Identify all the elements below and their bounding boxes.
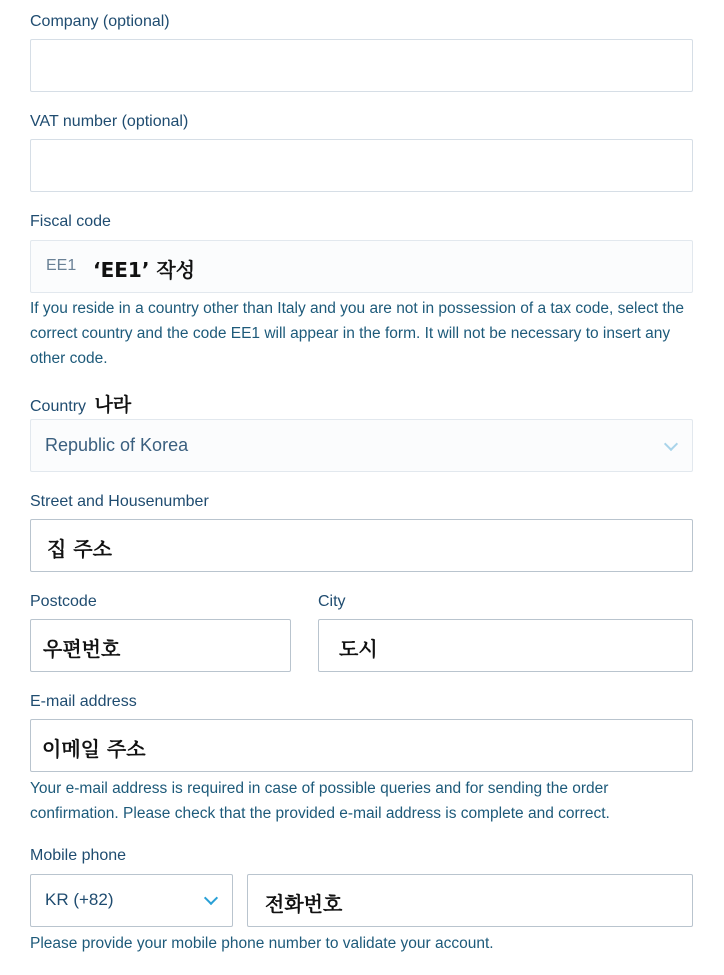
- mobile-phone-label: Mobile phone: [30, 847, 127, 864]
- email-annotation: 이메일 주소: [42, 737, 146, 761]
- country-select[interactable]: [30, 419, 693, 472]
- chevron-down-icon: [664, 437, 678, 451]
- postcode-annotation: 우편번호: [43, 637, 121, 661]
- postcode-input[interactable]: [30, 619, 291, 672]
- street-annotation: 집 주소: [47, 537, 112, 561]
- fiscal-code-input[interactable]: [30, 240, 693, 293]
- street-input[interactable]: [30, 519, 693, 572]
- email-label: E-mail address: [30, 693, 137, 710]
- city-input[interactable]: [318, 619, 693, 672]
- fiscal-code-prefix: EE1: [46, 257, 77, 274]
- phone-number-annotation: 전화번호: [265, 892, 343, 916]
- fiscal-code-help: If you reside in a country other than Italy and you are not in possession of a tax code, select the correct country and the code EE1 will appear in the form. It will not be necessary to insert any other code.: [30, 300, 684, 367]
- email-input[interactable]: [30, 719, 693, 772]
- company-input[interactable]: [30, 39, 693, 92]
- vat-input[interactable]: [30, 139, 693, 192]
- phone-country-code-value: KR (+82): [45, 890, 114, 909]
- email-help: Your e-mail address is required in case of possible queries and for sending the order confirmation. Please check that the provided e-mail address is complete and correct.: [30, 780, 610, 822]
- chevron-down-icon: [204, 891, 218, 905]
- phone-country-code-select[interactable]: [30, 874, 233, 927]
- country-label-text: Country: [30, 398, 87, 415]
- fiscal-code-label: Fiscal code: [30, 213, 111, 230]
- phone-number-input[interactable]: [247, 874, 693, 927]
- country-label: [30, 390, 131, 417]
- company-label: Company (optional): [30, 13, 170, 30]
- phone-help: Please provide your mobile phone number to validate your account.: [30, 935, 494, 952]
- vat-label: VAT number (optional): [30, 113, 189, 130]
- postcode-label: Postcode: [30, 593, 97, 610]
- street-label: Street and Housenumber: [30, 493, 209, 510]
- city-label: City: [318, 593, 346, 610]
- fiscal-code-annotation: ‘EE1’ 작성: [93, 258, 196, 282]
- country-annotation: 나라: [94, 394, 132, 416]
- country-select-value: Republic of Korea: [45, 435, 189, 455]
- city-annotation: 도시: [339, 637, 378, 661]
